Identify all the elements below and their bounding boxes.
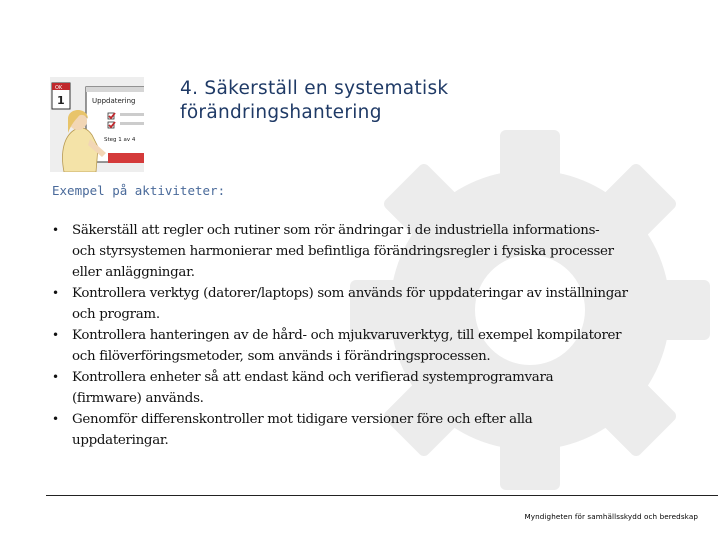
- screen-footer: Steg 1 av 4: [104, 137, 136, 143]
- list-item-line: Genomför differenskontroller mot tidigare versioner före och efter alla: [72, 412, 533, 427]
- list-item: [52, 325, 692, 367]
- activity-list: [52, 220, 692, 451]
- slide-title-line-2: förändringshantering: [180, 102, 382, 123]
- list-item-line: (firmware) används.: [72, 391, 204, 406]
- slide-title-line-1: 4. Säkerställ en systematisk: [180, 78, 449, 99]
- footer-divider: [46, 495, 718, 496]
- bullet-marker: •: [52, 286, 59, 300]
- bullet-marker: •: [52, 412, 59, 426]
- computer-update-illustration: [50, 77, 144, 172]
- calendar-month: OK: [55, 85, 63, 91]
- footer-organization: Myndigheten för samhällsskydd och beredskap: [524, 512, 698, 521]
- bullet-marker: •: [52, 223, 59, 237]
- slide-title: [180, 77, 600, 125]
- list-item-line: Kontrollera verktyg (datorer/laptops) som används för uppdateringar av inställningar: [72, 286, 628, 301]
- list-item-line: Kontrollera hanteringen av de hård- och mjukvaruverktyg, till exempel kompilatorer: [72, 328, 622, 343]
- list-item: [52, 283, 692, 325]
- bullet-marker: •: [52, 328, 59, 342]
- list-item-line: Kontrollera enheter så att endast känd och verifierad systemprogramvara: [72, 370, 554, 385]
- list-item-line: uppdateringar.: [72, 433, 169, 448]
- screen-heading: Uppdatering: [92, 97, 136, 105]
- list-item-line: och filöverföringsmetoder, som används i förändringsprocessen.: [72, 349, 491, 364]
- list-item: [52, 220, 692, 283]
- list-item: [52, 409, 692, 451]
- list-item-line: eller anläggningar.: [72, 265, 195, 280]
- list-item: [52, 367, 692, 409]
- list-item-line: och styrsystemen harmonierar med befintliga förändringsregler i fysiska processer: [72, 244, 614, 259]
- bullet-marker: •: [52, 370, 59, 384]
- list-item-line: och program.: [72, 307, 160, 322]
- activities-subheading: Exempel på aktiviteter:: [52, 183, 226, 198]
- list-item-line: Säkerställ att regler och rutiner som rör ändringar i de industriella informations-: [72, 223, 600, 238]
- calendar-day: 1: [57, 94, 65, 107]
